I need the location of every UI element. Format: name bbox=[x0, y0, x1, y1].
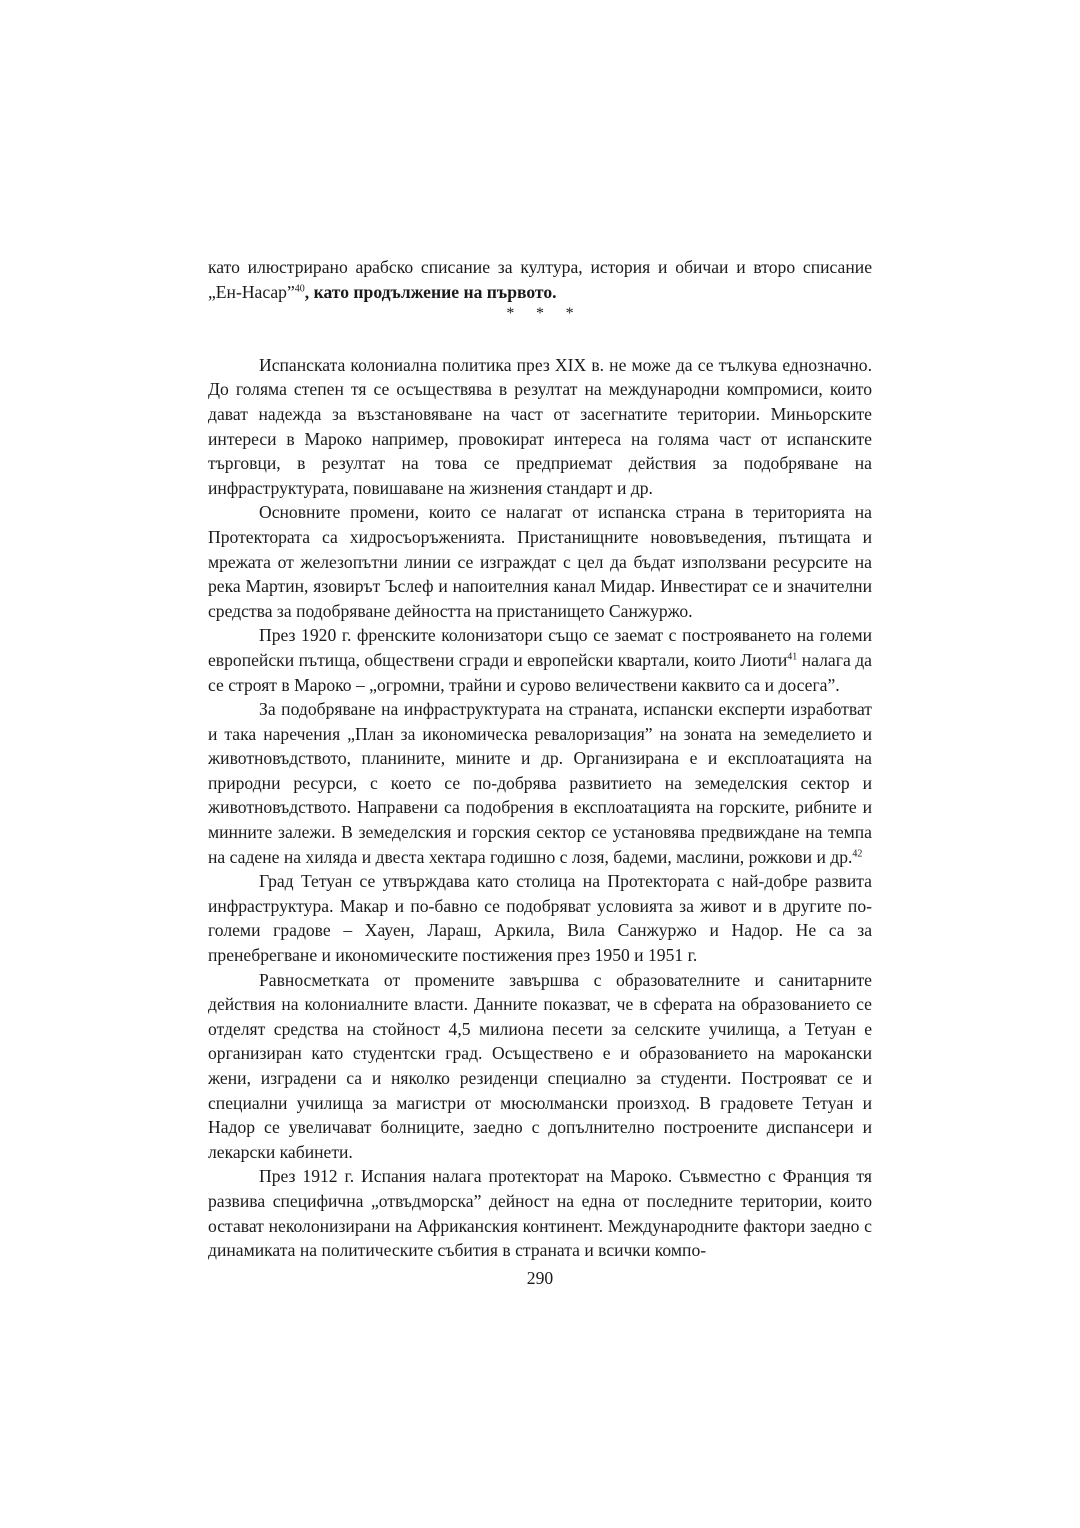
intro-text: като илюстрирано арабско списание за култура, история и обичаи и второ списание „Ен-Насар” bbox=[208, 257, 872, 302]
footnote-ref-42[interactable]: 42 bbox=[852, 848, 863, 860]
paragraph-text: Испанската колониална политика през XIX в. не може да се тълкува еднозначно. До голяма степен тя се осъществява в резултат на международни компромиси, които дават надежда за възстановяване на част от засегнатите територии. Миньорските интереси в Мароко например, провокират интереса на голяма част от испанските търговци, в резултат на това се предприемат действия за подобряване на инфраструктурата, повишаване на жизнения стандарт и др. bbox=[208, 354, 872, 498]
paragraph-text: Град Тетуан се утвърждава като столица на Протектората с най-добре развита инфраструктура. Макар и по-бавно се подобряват условията за живот и в другите по-големи градове – Хауен, Лараш, Аркила, Вила Санжуржо и Надор. Не са за пренебрегване и икономическите постижения през 1950 и 1951 г. bbox=[208, 871, 872, 966]
paragraph-text-continued: налага да се строят в Мароко – „огромни, трайни и сурово величествени каквито са и досега”. bbox=[208, 649, 872, 695]
paragraph-4 bbox=[208, 697, 872, 869]
paragraph-1 bbox=[208, 353, 872, 501]
footnote-ref-40[interactable]: 40 bbox=[294, 283, 305, 295]
paragraph-text: През 1912 г. Испания налага протекторат на Мароко. Съвместно с Франция тя развива специфична „отвъдморска” дейност на една от последните територии, които остават неколонизирани на Африканския континент. Международните фактори заедно с динамиката на политическите събития в страната и всички компо- bbox=[208, 1166, 872, 1261]
section-separator: * * * bbox=[506, 305, 583, 323]
paragraph-text: Равносметката от промените завършва с образователните и санитарните действия на колониалните власти. Данните показват, че в сферата на образованието се отделят средства на стойност 4,5 милиона песети за селските училища, а Тетуан е организиран като студентски град. Осъществено е и образованието на марокански жени, изградени са и няколко резиденци специално за студенти. Построяват се и специални училища за магистри от мюсюлмански произход. В градовете Тетуан и Надор се увеличават болниците, заедно с допълнително построените диспансери и лекарски кабинети. bbox=[208, 969, 872, 1162]
paragraph-5 bbox=[208, 869, 872, 967]
paragraph-6 bbox=[208, 968, 872, 1165]
paragraph-3 bbox=[208, 623, 872, 697]
intro-text-end: , като продължение на първото. bbox=[304, 281, 557, 302]
paragraph-text: През 1920 г. френските колонизатори също се заемат с построяването на големи европейски пътища, обществени сгради и европейски квартали, които Лиоти bbox=[208, 625, 872, 670]
intro-paragraph bbox=[208, 255, 872, 304]
footnote-ref-41[interactable]: 41 bbox=[787, 651, 798, 663]
paragraph-text: За подобряване на инфраструктурата на страната, испански експерти изработват и така наречения „План за икономическа ревалоризация” на зоната на земеделието и животновъдството, планините, мините и др. Организирана е и експлоатацията на природни ресурси, с което се по-добрява развитието на земеделския сектор и животновъдството. Направени са подобрения в експлоатацията на горските, рибните и минните залежи. В земеделския и горския сектор се установява предвиждане на темпа на садене на хиляда и двеста хектара годишно с лозя, бадеми, маслини, рожкови и др. bbox=[208, 699, 872, 867]
page-number: 290 bbox=[526, 1268, 554, 1288]
paragraph-7 bbox=[208, 1164, 872, 1262]
page-body bbox=[208, 255, 872, 1263]
paragraph-text: Основните промени, които се налагат от испанска страна в територията на Протектората са хидросъоръженията. Пристанищните нововъведения, пътищата и мрежата от железопътни линии се изграждат с цел да бъдат използвани ресурсите на река Мартин, язовирът Ъслеф и напоителния канал Мидар. Инвестират се и значителни средства за подобряване дейността на пристанището Санжуржо. bbox=[208, 502, 872, 621]
paragraph-2 bbox=[208, 500, 872, 623]
